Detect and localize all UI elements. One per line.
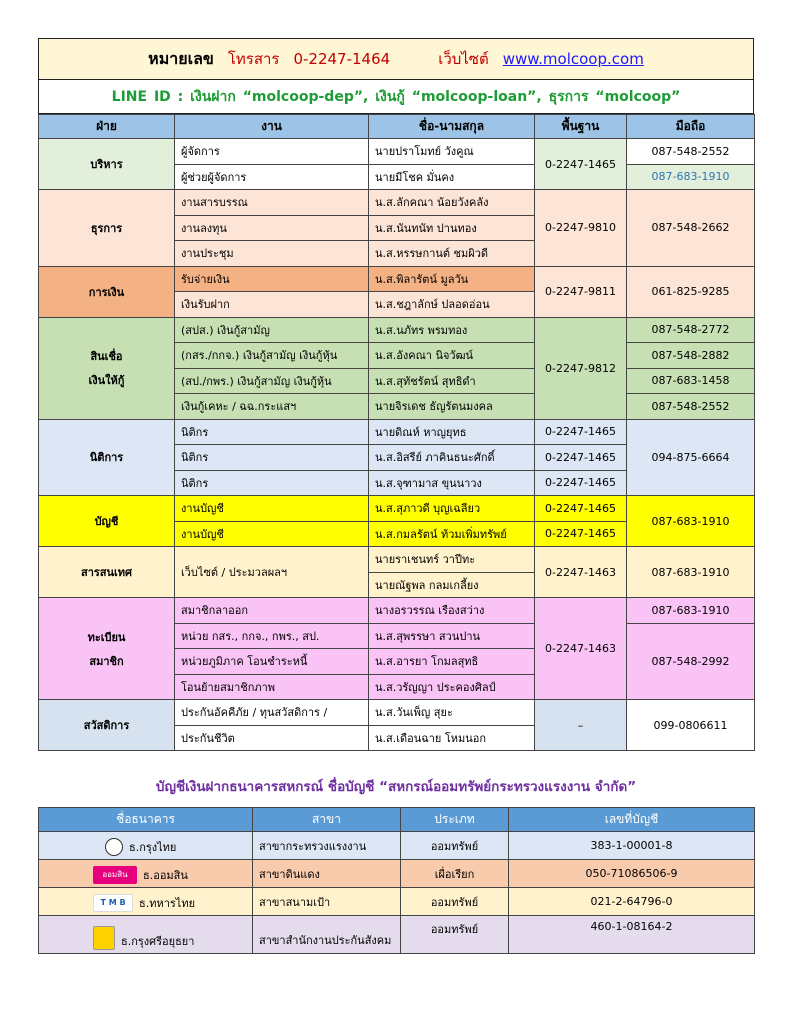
- name-cell: น.ส.หรรษกานต์ ชมผิวดี: [369, 241, 535, 267]
- type-cell: ออมทรัพย์: [401, 888, 509, 916]
- name-cell: น.ส.เดือนฉาย โหมนอก: [369, 725, 535, 751]
- task-cell: ผู้ช่วยผู้จัดการ: [175, 164, 369, 190]
- col-task: งาน: [175, 115, 369, 139]
- name-cell: น.ส.จุฑามาส ขุนนาวง: [369, 470, 535, 496]
- task-cell: นิติกร: [175, 445, 369, 471]
- table-row: [39, 496, 755, 522]
- bank-cell: [39, 860, 253, 888]
- type-cell: เผื่อเรียก: [401, 860, 509, 888]
- name-cell: นายณัฐพล กลมเกลี้ยง: [369, 572, 535, 598]
- bank-name: ธ.กรุงไทย: [129, 841, 177, 854]
- table-row: [39, 190, 755, 216]
- phone-cell: 0-2247-1465: [535, 139, 627, 190]
- mobile-cell: 087-683-1910: [627, 496, 755, 547]
- mobile-cell: 061-825-9285: [627, 266, 755, 317]
- dept-loan: [39, 317, 175, 419]
- task-cell: ผู้จัดการ: [175, 139, 369, 165]
- task-cell: นิติกร: [175, 419, 369, 445]
- dept-reg: [39, 598, 175, 700]
- ktb-logo-icon: [105, 838, 123, 856]
- mobile-cell: 087-683-1910: [627, 547, 755, 598]
- mobile-cell: 094-875-6664: [627, 419, 755, 496]
- mobile-cell: 087-683-1910: [627, 164, 755, 190]
- col-phone: พื้นฐาน: [535, 115, 627, 139]
- table-header: [39, 115, 755, 139]
- tmb-logo-icon: T M B: [93, 894, 133, 912]
- col-account: เลขที่บัญชี: [509, 808, 755, 832]
- task-cell: เงินรับฝาก: [175, 292, 369, 318]
- table-row: [39, 916, 755, 954]
- phone-cell: 0-2247-1465: [535, 521, 627, 547]
- dept-loan-line1: สินเชื่อ: [90, 350, 123, 363]
- name-cell: น.ส.อังคณา นิจวัฒน์: [369, 343, 535, 369]
- phone-cell: 0-2247-1463: [535, 547, 627, 598]
- task-cell: ประกันอัคคีภัย / ทุนสวัสดิการ /: [175, 700, 369, 726]
- branch-cell: สาขาสนามเป้า: [253, 888, 401, 916]
- type-cell: ออมทรัพย์: [401, 832, 509, 860]
- table-row: [39, 888, 755, 916]
- table-row: [39, 860, 755, 888]
- fax-label: โทรสาร: [227, 50, 280, 68]
- website-link[interactable]: www.molcoop.com: [502, 50, 644, 68]
- dept-fin: การเงิน: [39, 266, 175, 317]
- phone-cell: 0-2247-1465: [535, 470, 627, 496]
- name-cell: น.ส.วันเพ็ญ สุยะ: [369, 700, 535, 726]
- fax-number: 0-2247-1464: [293, 50, 391, 68]
- name-cell: นายปราโมทย์ วังคูณ: [369, 139, 535, 165]
- task-cell: โอนย้ายสมาชิกภาพ: [175, 674, 369, 700]
- phone-cell: 0-2247-1465: [535, 419, 627, 445]
- name-cell: น.ส.กมลรัตน์ ท้วมเพิ่มทรัพย์: [369, 521, 535, 547]
- gsb-logo-icon: ออมสิน: [93, 866, 137, 884]
- task-cell: หน่วยภูมิภาค โอนชำระหนี้: [175, 649, 369, 675]
- task-cell: งานบัญชี: [175, 521, 369, 547]
- mobile-cell: 087-683-1458: [627, 368, 755, 394]
- account-cell: 050-71086506-9: [509, 860, 755, 888]
- dept-acct: บัญชี: [39, 496, 175, 547]
- phone-cell: 0-2247-9810: [535, 190, 627, 267]
- task-cell: งานสารบรรณ: [175, 190, 369, 216]
- task-cell: เว็บไซต์ / ประมวลผลฯ: [175, 547, 369, 598]
- contact-sheet: [38, 38, 754, 954]
- bank-section-title: บัญชีเงินฝากธนาคารสหกรณ์ ชื่อบัญชี “สหกรณ์ออมทรัพย์กระทรวงแรงงาน จำกัด”: [155, 779, 637, 795]
- contact-table: [38, 114, 755, 751]
- table-row: [39, 266, 755, 292]
- mobile-cell: 099-0806611: [627, 700, 755, 751]
- name-cell: น.ส.นันทนัท ปานทอง: [369, 215, 535, 241]
- task-cell: งานลงทุน: [175, 215, 369, 241]
- dept-loan-line2: เงินให้กู้: [88, 374, 125, 387]
- bank-name: ธ.กรุงศรีอยุธยา: [121, 935, 195, 948]
- phone-cell: 0-2247-1463: [535, 598, 627, 700]
- name-cell: น.ส.สุภาวดี บุญเฉลียว: [369, 496, 535, 522]
- table-row: [39, 832, 755, 860]
- name-cell: น.ส.อารยา โกมลสุทธิ: [369, 649, 535, 675]
- task-cell: นิติกร: [175, 470, 369, 496]
- dept-it: สารสนเทศ: [39, 547, 175, 598]
- name-cell: นายมีโชค มั่นคง: [369, 164, 535, 190]
- bank-cell: [39, 832, 253, 860]
- mobile-cell: 087-683-1910: [627, 598, 755, 624]
- col-dept: ฝ่าย: [39, 115, 175, 139]
- name-cell: น.ส.วรัญญา ประคองศิลป์: [369, 674, 535, 700]
- mobile-cell: 087-548-2882: [627, 343, 755, 369]
- bank-table-header: [39, 808, 755, 832]
- phone-cell: 0-2247-1465: [535, 445, 627, 471]
- bank-cell: [39, 916, 253, 954]
- mobile-cell: 087-548-2992: [627, 623, 755, 700]
- table-row: [39, 700, 755, 726]
- name-cell: น.ส.ลักคณา น้อยวังคลัง: [369, 190, 535, 216]
- task-cell: สมาชิกลาออก: [175, 598, 369, 624]
- branch-cell: สาขาดินแดง: [253, 860, 401, 888]
- task-cell: ประกันชีวิต: [175, 725, 369, 751]
- phone-cell: 0-2247-9811: [535, 266, 627, 317]
- name-cell: น.ส.พิลารัตน์ มูลวัน: [369, 266, 535, 292]
- name-cell: น.ส.สุทัชรัตน์ สุทธิดำ: [369, 368, 535, 394]
- task-cell: (สป./กพร.) เงินกู้สามัญ เงินกู้หุ้น: [175, 368, 369, 394]
- phone-cell: –: [535, 700, 627, 751]
- bank-cell: [39, 888, 253, 916]
- phone-cell: 0-2247-9812: [535, 317, 627, 419]
- mobile-cell: 087-548-2552: [627, 394, 755, 420]
- title-main: หมายเลข: [148, 48, 214, 68]
- name-cell: นายดิณห์ หาญยุทธ: [369, 419, 535, 445]
- bank-table: [38, 807, 755, 954]
- account-cell: 021-2-64796-0: [509, 888, 755, 916]
- dept-reg-line1: ทะเบียน: [87, 630, 126, 644]
- name-cell: นางอรวรรณ เรืองสว่าง: [369, 598, 535, 624]
- col-type: ประเภท: [401, 808, 509, 832]
- phone-cell: 0-2247-1465: [535, 496, 627, 522]
- type-cell: ออมทรัพย์: [401, 916, 509, 954]
- dept-biz: ธุรการ: [39, 190, 175, 267]
- table-row: [39, 598, 755, 624]
- dept-wel: สวัสดิการ: [39, 700, 175, 751]
- bay-logo-icon: [93, 926, 115, 950]
- task-cell: (สปส.) เงินกู้สามัญ: [175, 317, 369, 343]
- mobile-cell: 087-548-2772: [627, 317, 755, 343]
- table-row: [39, 547, 755, 573]
- task-cell: งานประชุม: [175, 241, 369, 267]
- task-cell: งานบัญชี: [175, 496, 369, 522]
- bank-name: ธ.ออมสิน: [143, 869, 188, 882]
- title-row: [38, 38, 754, 80]
- web-label: เว็บไซต์: [438, 50, 489, 68]
- col-name: ชื่อ-นามสกุล: [369, 115, 535, 139]
- col-mobile: มือถือ: [627, 115, 755, 139]
- dept-reg-line2: สมาชิก: [89, 654, 124, 668]
- col-branch: สาขา: [253, 808, 401, 832]
- bank-name: ธ.ทหารไทย: [139, 897, 196, 910]
- mobile-cell: 087-548-2662: [627, 190, 755, 267]
- name-cell: น.ส.นภัทร พรมทอง: [369, 317, 535, 343]
- name-cell: นายราเชนทร์ วาปีทะ: [369, 547, 535, 573]
- dept-legal: นิติการ: [39, 419, 175, 496]
- name-cell: นายจิรเดช ธัญรัตนมงคล: [369, 394, 535, 420]
- table-row: [39, 139, 755, 165]
- account-cell: 460-1-08164-2: [509, 916, 755, 954]
- task-cell: เงินกู้เคหะ / ฉฉ.กระแสฯ: [175, 394, 369, 420]
- table-row: [39, 419, 755, 445]
- name-cell: น.ส.สุพรรษา สวนปาน: [369, 623, 535, 649]
- table-row: [39, 317, 755, 343]
- name-cell: น.ส.ชฎาลักษ์ ปลอดอ่อน: [369, 292, 535, 318]
- name-cell: น.ส.อิสรีย์ ภาคินธนะศักดิ์: [369, 445, 535, 471]
- mobile-cell: 087-548-2552: [627, 139, 755, 165]
- branch-cell: สาขาสำนักงานประกันสังคม: [253, 916, 401, 954]
- dept-admin: บริหาร: [39, 139, 175, 190]
- task-cell: หน่วย กสร., กกจ., กพร., สป.: [175, 623, 369, 649]
- task-cell: (กสร./กกจ.) เงินกู้สามัญ เงินกู้หุ้น: [175, 343, 369, 369]
- branch-cell: สาขากระทรวงแรงงาน: [253, 832, 401, 860]
- col-bank: ชื่อธนาคาร: [39, 808, 253, 832]
- line-id-row: LINE ID : เงินฝาก “molcoop-dep”, เงินกู้ “molcoop-loan”, ธุรการ “molcoop”: [38, 80, 754, 114]
- account-cell: 383-1-00001-8: [509, 832, 755, 860]
- task-cell: รับจ่ายเงิน: [175, 266, 369, 292]
